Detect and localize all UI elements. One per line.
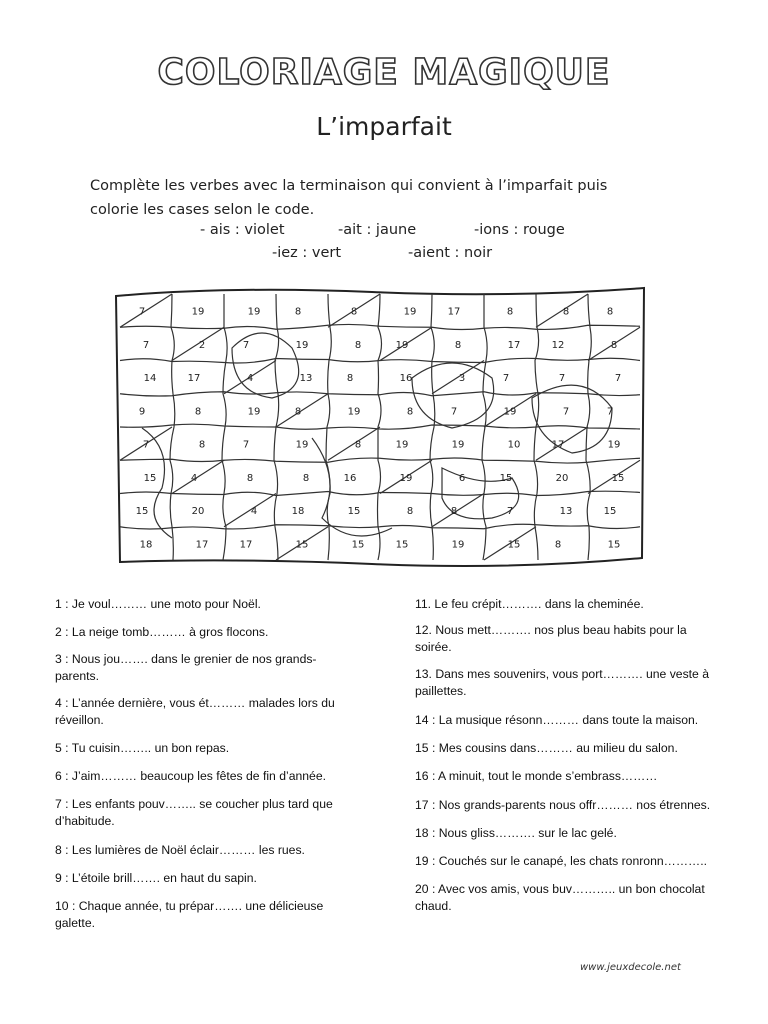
grid-cell-number: 18 — [139, 539, 153, 551]
grid-cell-number: 7 — [242, 339, 250, 351]
code-ais-violet: - ais : violet — [200, 222, 285, 238]
grid-cell-number: 7 — [142, 339, 150, 351]
sentence-8: 8 : Les lumières de Noël éclair……… les rues. — [55, 843, 305, 857]
grid-cell-number: 8 — [354, 339, 362, 351]
grid-cell-number: 10 — [507, 439, 521, 451]
grid-cell-number: 8 — [562, 306, 570, 318]
grid-cell-number: 19 — [403, 306, 417, 318]
grid-cell-number: 6 — [458, 472, 466, 484]
grid-column-divider — [222, 294, 227, 560]
grid-cell-number: 8 — [198, 439, 206, 451]
grid-cell-number: 8 — [606, 306, 614, 318]
grid-cell-number: 19 — [295, 439, 309, 451]
instructions-line-1: Complète les verbes avec la terminaison qui convient à l’imparfait puis — [90, 178, 608, 194]
grid-cell-number: 7 — [614, 373, 622, 385]
sentence-6: 6 : J’aim……… beaucoup les fêtes de fin d’année. — [55, 769, 326, 783]
grid-cell-number: 14 — [143, 373, 157, 385]
grid-cell-number: 4 — [246, 373, 254, 385]
grid-cell-number: 16 — [343, 472, 357, 484]
grid-cell-number: 15 — [395, 539, 409, 551]
grid-cell-number: 16 — [399, 373, 413, 385]
grid-cell-number: 19 — [347, 406, 361, 418]
grid-cell-number: 4 — [190, 472, 198, 484]
grid-cell-number: 8 — [294, 406, 302, 418]
instructions — [90, 174, 710, 222]
grid-cell-number: 15 — [351, 539, 365, 551]
grid-cell-number: 15 — [603, 506, 617, 518]
grid-cell-number: 7 — [242, 439, 250, 451]
sentence-19: 19 : Couchés sur le canapé, les chats ronronn……….. — [415, 854, 707, 868]
grid-cell-number: 13 — [559, 506, 573, 518]
sentence-7: 7 : Les enfants pouv…….. se coucher plus tard que d’habitude. — [55, 797, 333, 828]
grid-cell-number: 18 — [291, 506, 305, 518]
grid-cell-split — [432, 494, 484, 527]
grid-cell-number: 17 — [447, 306, 461, 318]
grid-cell-number: 20 — [555, 472, 569, 484]
grid-cell-number: 8 — [506, 306, 514, 318]
grid-cell-number: 17 — [551, 439, 565, 451]
instructions-line-2: colorie les cases selon le code. — [90, 202, 315, 218]
grid-cell-number: 15 — [507, 539, 521, 551]
grid-cell-number: 19 — [295, 339, 309, 351]
grid-cell-number: 8 — [354, 439, 362, 451]
grid-column-divider — [326, 294, 331, 560]
grid-cell-number: 15 — [607, 539, 621, 551]
grid-cell-number: 17 — [507, 339, 521, 351]
sentence-2: 2 : La neige tomb……… à gros flocons. — [55, 625, 269, 639]
grid-column-divider — [586, 294, 591, 560]
grid-cell-number: 8 — [350, 306, 358, 318]
grid-cell-number: 8 — [454, 339, 462, 351]
sentence-11: 11. Le feu crépit………. dans la cheminée. — [415, 597, 644, 611]
page-subtitle: L’imparfait — [316, 112, 452, 141]
grid-column-divider — [430, 294, 435, 560]
sentence-18: 18 : Nous gliss………. sur le lac gelé. — [415, 826, 617, 840]
grid-cell-number: 7 — [558, 373, 566, 385]
sentence-16: 16 : A minuit, tout le monde s’embrass……… — [415, 769, 658, 783]
sentence-17: 17 : Nos grands-parents nous offr……… nos étrennes. — [415, 798, 711, 812]
grid-cell-number: 7 — [606, 406, 614, 418]
grid-cell-split — [120, 294, 172, 327]
grid-cell-number: 19 — [399, 472, 413, 484]
grid-cell-number: 4 — [250, 506, 258, 518]
footer-website: www.jeuxdecole.net — [580, 962, 681, 973]
grid-cell-number: 8 — [294, 306, 302, 318]
grid-cell-number: 9 — [138, 406, 146, 418]
grid-cell-number: 8 — [406, 506, 414, 518]
grid-cell-number: 8 — [406, 406, 414, 418]
grid-cell-number: 13 — [299, 373, 313, 385]
grid-cell-number: 17 — [195, 539, 209, 551]
sentence-4: 4 : L’année dernière, vous ét……… malades lors du réveillon. — [55, 696, 335, 727]
grid-row-divider — [120, 524, 640, 529]
grid-cell-number: 15 — [143, 472, 157, 484]
grid-cell-number: 2 — [198, 339, 206, 351]
grid-cell-number: 19 — [247, 306, 261, 318]
grid-cell-number: 8 — [450, 506, 458, 518]
sentence-5: 5 : Tu cuisin…….. un bon repas. — [55, 741, 230, 755]
grid-cell-number: 15 — [347, 506, 361, 518]
sentence-9: 9 : L’étoile brill……. en haut du sapin. — [55, 871, 257, 885]
grid-cell-number: 7 — [138, 306, 146, 318]
grid-cell-number: 19 — [247, 406, 261, 418]
grid-cell-number: 8 — [194, 406, 202, 418]
grid-row-divider — [120, 458, 640, 463]
grid-cell-number: 19 — [607, 439, 621, 451]
page-title: COLORIAGE MAGIQUE — [157, 52, 611, 93]
grid-cell-number: 12 — [551, 339, 565, 351]
sentence-14: 14 : La musique résonn……… dans toute la maison. — [415, 713, 699, 727]
grid-cell-number: 15 — [295, 539, 309, 551]
grid-cell-number: 7 — [142, 439, 150, 451]
grid-cell-number: 7 — [562, 406, 570, 418]
sentence-1: 1 : Je voul……… une moto pour Noël. — [55, 597, 261, 611]
grid-cell-number: 19 — [395, 439, 409, 451]
sentence-3: 3 : Nous jou……. dans le grenier de nos grands-parents. — [55, 652, 317, 683]
grid-cell-number: 19 — [451, 539, 465, 551]
code-aient-noir: -aient : noir — [408, 245, 493, 261]
grid-column-divider — [170, 294, 175, 560]
grid-cell-number: 17 — [187, 373, 201, 385]
grid-cell-number: 19 — [191, 306, 205, 318]
grid-cell-split — [172, 460, 224, 493]
grid-cell-number: 7 — [506, 506, 514, 518]
grid-cell-number: 15 — [611, 472, 625, 484]
grid-cell-number: 8 — [346, 373, 354, 385]
grid-cell-number: 15 — [499, 472, 513, 484]
grid-row-divider — [120, 324, 640, 329]
sentence-20: 20 : Avec vos amis, vous buv……….. un bon chocolat chaud. — [415, 882, 705, 913]
grid-cell-number: 8 — [302, 472, 310, 484]
coloring-grid-drawing — [112, 278, 648, 572]
grid-cell-number: 19 — [503, 406, 517, 418]
grid-row-divider — [120, 424, 640, 429]
grid-cell-number: 7 — [450, 406, 458, 418]
grid-cell-number: 8 — [554, 539, 562, 551]
grid-cell-number: 3 — [458, 373, 466, 385]
grid-cell-number: 19 — [451, 439, 465, 451]
sentence-10: 10 : Chaque année, tu prépar……. une délicieuse galette. — [55, 899, 324, 930]
code-ait-jaune: -ait : jaune — [338, 222, 417, 238]
code-iez-vert: -iez : vert — [272, 245, 342, 261]
grid-row-divider — [120, 392, 640, 396]
magic-coloring-grid — [112, 278, 648, 572]
grid-cell-split — [276, 394, 328, 427]
grid-row-divider — [120, 358, 640, 363]
sentence-15: 15 : Mes cousins dans……… au milieu du salon. — [415, 741, 678, 755]
grid-cell-number: 8 — [246, 472, 254, 484]
grid-cell-number: 7 — [502, 373, 510, 385]
code-ions-rouge: -ions : rouge — [474, 222, 565, 238]
grid-cell-number: 15 — [135, 506, 149, 518]
grid-cell-number: 8 — [610, 339, 618, 351]
grid-cell-number: 19 — [395, 339, 409, 351]
grid-cell-number: 20 — [191, 506, 205, 518]
sentence-13: 13. Dans mes souvenirs, vous port………. une veste à paillettes. — [415, 667, 709, 698]
sentence-12: 12. Nous mett………. nos plus beau habits pour la soirée. — [415, 623, 687, 654]
grid-cell-number: 17 — [239, 539, 253, 551]
